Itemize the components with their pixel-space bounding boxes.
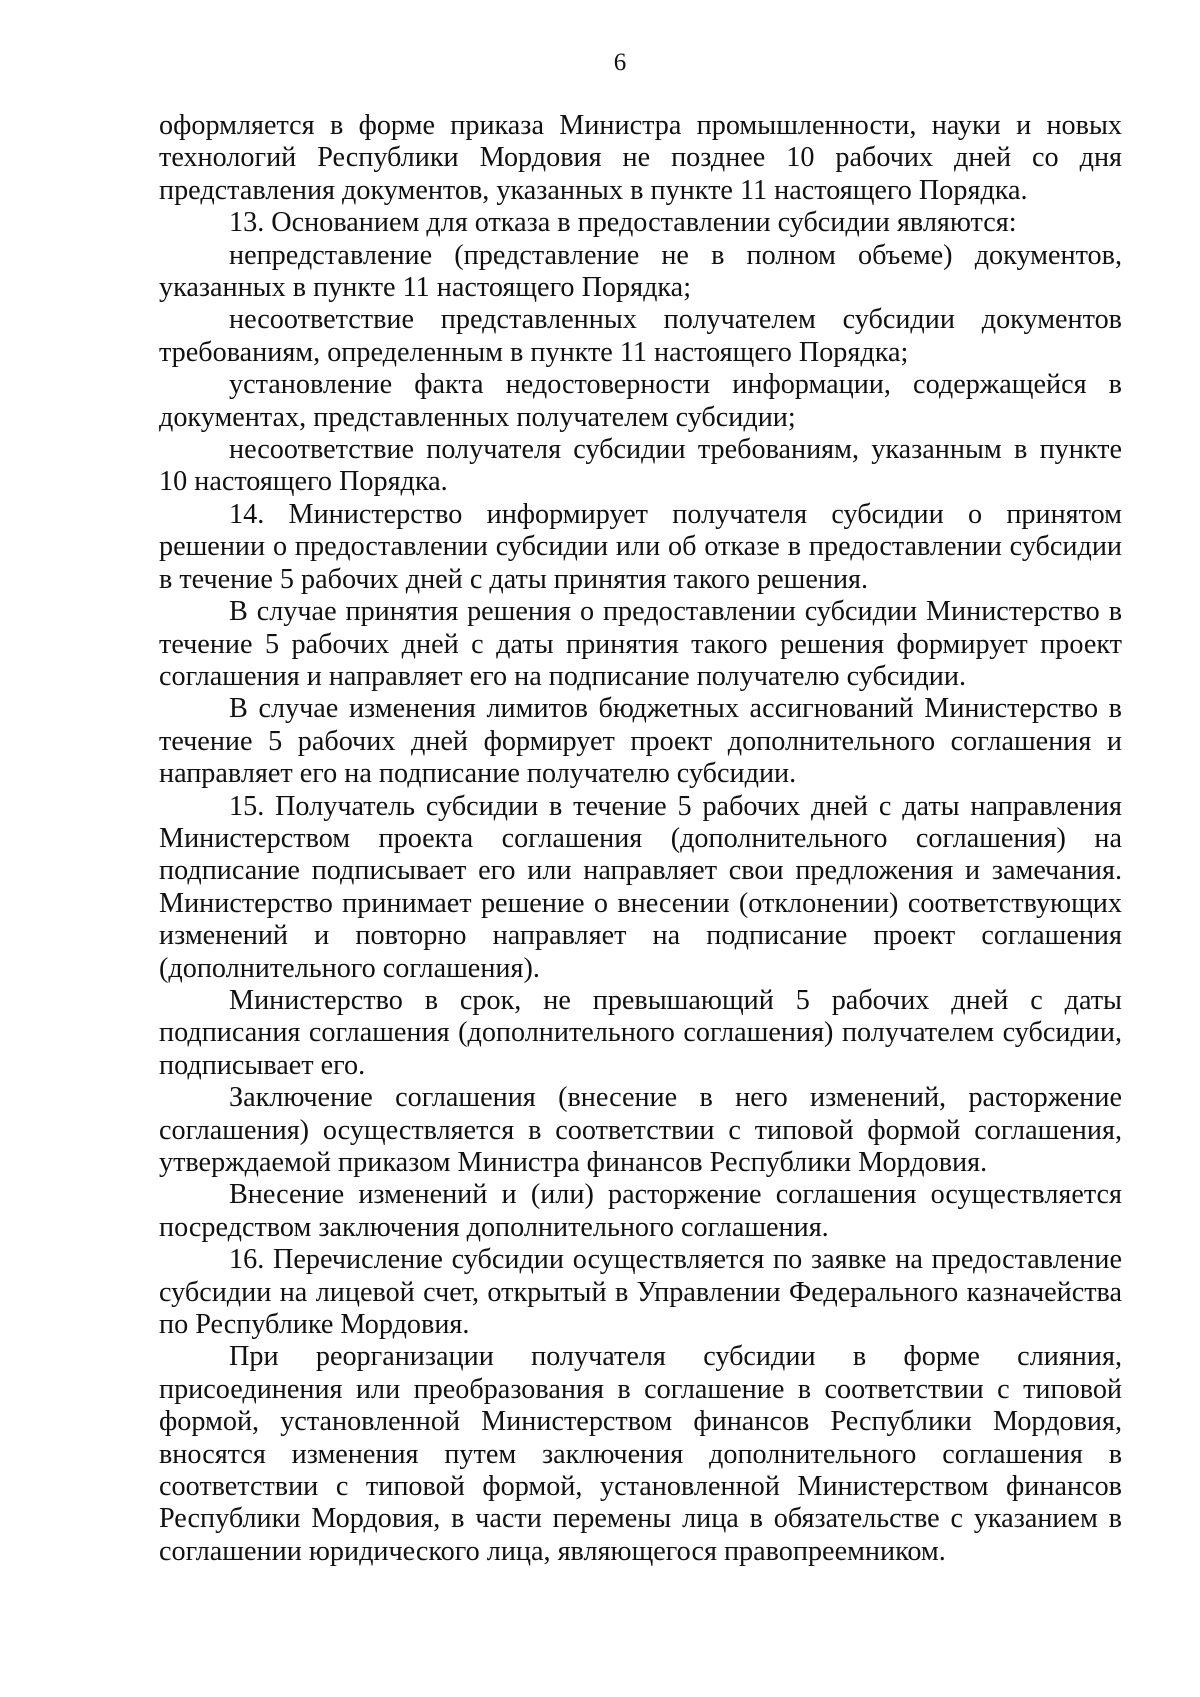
- paragraph-reorganization: При реорганизации получателя субсидии в форме слияния, присоединения или преобразования в соглашение в соответствии с типовой формой, установленной Министерством финансов Республики Мордовия, вносятся изменения путем заключения дополнительного соглашения в соответствии с типовой формой, установленной Министерством финансов Республики Мордовия, в части перемены лица в обязательстве с указанием в соглашении юридического лица, являющегося правопреемником.: [159, 1341, 1122, 1567]
- paragraph-continuation: оформляется в форме приказа Министра промышленности, науки и новых технологий Республики Мордовия не позднее 10 рабочих дней со дня представления документов, указанных в пункте 11 настоящего Порядка.: [159, 110, 1122, 206]
- paragraph-item-16: 16. Перечисление субсидии осуществляется по заявке на предоставление субсидии на лицевой счет, открытый в Управлении Федерального казначейства по Республике Мордовия.: [159, 1244, 1122, 1341]
- paragraph-item-15: 15. Получатель субсидии в течение 5 рабочих дней с даты направления Министерством проекта соглашения (дополнительного соглашения) на подписание подписывает его или направляет свои предложения и замечания. Министерство принимает решение о внесении (отклонении) соответствующих изменений и повторно направляет на подписание проект соглашения (дополнительного соглашения).: [159, 790, 1122, 984]
- paragraph-item-14: 14. Министерство информирует получателя субсидии о принятом решении о предоставлении субсидии или об отказе в предоставлении субсидии в течение 5 рабочих дней с даты принятия такого решения.: [159, 498, 1122, 595]
- page-number: 6: [613, 49, 627, 76]
- paragraph-agreement-conclusion: Заключение соглашения (внесение в него изменений, расторжение соглашения) осуществляется в соответствии с типовой формой соглашения, утверждаемой приказом Министра финансов Республики Мордовия.: [159, 1082, 1122, 1178]
- document-body: [159, 110, 1122, 1568]
- paragraph-ministry-signing: Министерство в срок, не превышающий 5 рабочих дней с даты подписания соглашения (дополнительного соглашения) получателем субсидии, подписывает его.: [159, 984, 1122, 1081]
- paragraph-reason-1: непредставление (представление не в полном объеме) документов, указанных в пункте 11 настоящего Порядка;: [159, 239, 1122, 304]
- paragraph-reason-2: несоответствие представленных получателем субсидии документов требованиям, определенным в пункте 11 настоящего Порядка;: [159, 304, 1122, 368]
- paragraph-item-13: 13. Основанием для отказа в предоставлении субсидии являются:: [229, 207, 1017, 239]
- paragraph-agreement-draft: В случае принятия решения о предоставлении субсидии Министерство в течение 5 рабочих дней с даты принятия такого решения формирует проект соглашения и направляет его на подписание получателю субсидии.: [159, 596, 1122, 692]
- paragraph-reason-4: несоответствие получателя субсидии требованиям, указанным в пункте 10 настоящего Порядка.: [159, 434, 1122, 498]
- paragraph-limits-change: В случае изменения лимитов бюджетных ассигнований Министерство в течение 5 рабочих дней формирует проект дополнительного соглашения и направляет его на подписание получателю субсидии.: [159, 693, 1122, 790]
- paragraph-amendments: Внесение изменений и (или) расторжение соглашения осуществляется посредством заключения дополнительного соглашения.: [159, 1179, 1122, 1243]
- paragraph-reason-3: установление факта недостоверности информации, содержащейся в документах, представленных получателем субсидии;: [159, 369, 1122, 433]
